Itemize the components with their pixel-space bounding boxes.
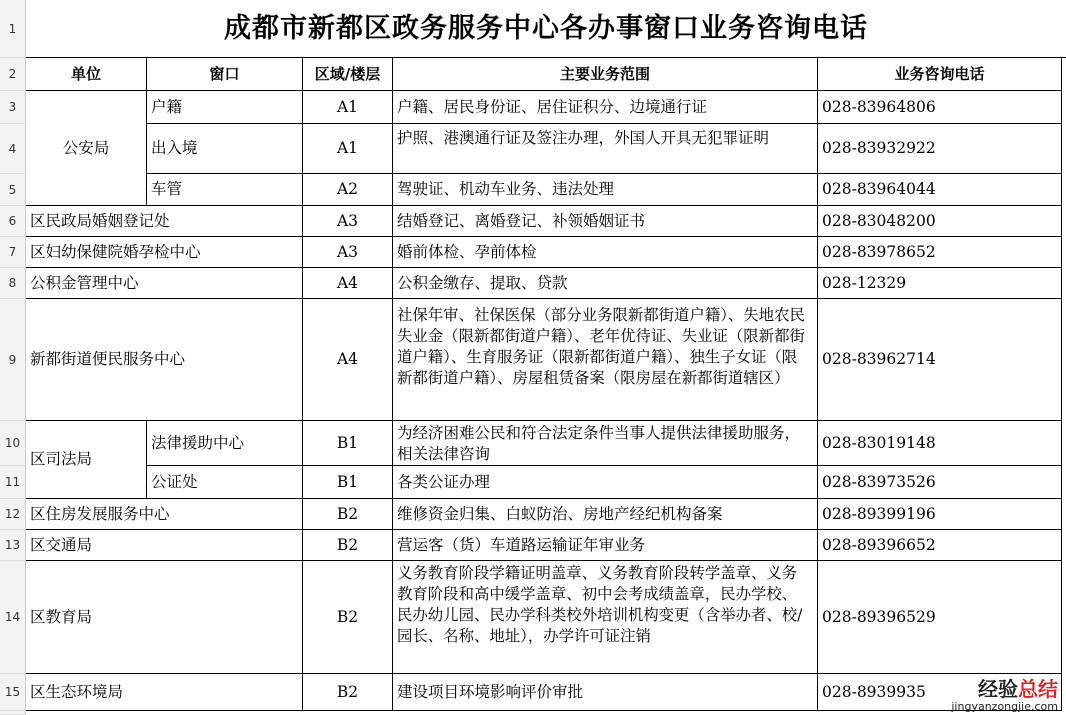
cell-unit[interactable]: 区民政局婚姻登记处	[26, 206, 303, 237]
row-header-5[interactable]: 5	[0, 174, 26, 206]
cell-unit[interactable]: 区教育局	[26, 561, 303, 674]
watermark-url: jingyanzongjie.com	[951, 700, 1058, 713]
cell-unit[interactable]: 公积金管理中心	[26, 268, 303, 299]
cell-area[interactable]: A1	[303, 91, 393, 124]
cell-unit[interactable]: 区生态环境局	[26, 674, 303, 711]
cell-phone[interactable]: 028-83964806	[818, 91, 1062, 124]
cell-unit[interactable]: 区妇幼保健院婚孕检中心	[26, 237, 303, 268]
row-header-6[interactable]: 6	[0, 206, 26, 237]
cell-phone[interactable]: 028-83932922	[818, 124, 1062, 174]
cell-window[interactable]: 法律援助中心	[147, 421, 303, 466]
cell-area[interactable]: B2	[303, 499, 393, 530]
cell-area[interactable]: A3	[303, 237, 393, 268]
row-header-10[interactable]: 10	[0, 421, 26, 466]
cell-window[interactable]: 公证处	[147, 466, 303, 499]
cell-phone[interactable]: 028-8939935	[818, 674, 1062, 711]
cell-scope[interactable]: 社保年审、社保医保（部分业务限新都街道户籍）、失地农民失业金（限新都街道户籍）、老年优待证、失业证（限新都街道户籍）、生育服务证（限新都街道户籍）、独生子女证（限新都街道户籍）、房屋租赁备案（限房屋在新都街道辖区）	[393, 299, 818, 421]
cell-unit[interactable]: 区住房发展服务中心	[26, 499, 303, 530]
header-scope[interactable]: 主要业务范围	[393, 58, 818, 91]
header-area[interactable]: 区域/楼层	[303, 58, 393, 91]
row-header-11[interactable]: 11	[0, 466, 26, 499]
row-header-8[interactable]: 8	[0, 268, 26, 299]
cell-area[interactable]: A4	[303, 268, 393, 299]
cell-area[interactable]: B2	[303, 530, 393, 561]
cell-phone[interactable]: 028-83019148	[818, 421, 1062, 466]
cell-scope[interactable]: 结婚登记、离婚登记、补领婚姻证书	[393, 206, 818, 237]
row-header-4[interactable]: 4	[0, 124, 26, 174]
cell-scope[interactable]: 驾驶证、机动车业务、违法处理	[393, 174, 818, 206]
row-header-1[interactable]: 1	[0, 0, 26, 58]
cell-area[interactable]: A3	[303, 206, 393, 237]
sheet-title[interactable]: 成都市新都区政务服务中心各办事窗口业务咨询电话	[26, 0, 1066, 58]
cell-scope[interactable]: 为经济困难公民和符合法定条件当事人提供法律援助服务，相关法律咨询	[393, 421, 818, 466]
row-header-2[interactable]: 2	[0, 58, 26, 91]
cell-unit[interactable]: 新都街道便民服务中心	[26, 299, 303, 421]
cell-phone[interactable]: 028-83962714	[818, 299, 1062, 421]
watermark-text: 经验	[978, 677, 1018, 701]
cell-area[interactable]: B2	[303, 674, 393, 711]
cell-scope[interactable]: 维修资金归集、白蚁防治、房地产经纪机构备案	[393, 499, 818, 530]
cell-phone[interactable]: 028-89396529	[818, 561, 1062, 674]
row-header-9[interactable]: 9	[0, 299, 26, 421]
header-phone[interactable]: 业务咨询电话	[818, 58, 1062, 91]
row-header-15[interactable]: 15	[0, 674, 26, 711]
cell-scope[interactable]: 户籍、居民身份证、居住证积分、边境通行证	[393, 91, 818, 124]
cell-area[interactable]: B1	[303, 466, 393, 499]
cell-phone[interactable]: 028-83964044	[818, 174, 1062, 206]
cell-scope[interactable]: 护照、港澳通行证及签注办理，外国人开具无犯罪证明	[393, 124, 818, 174]
row-header-7[interactable]: 7	[0, 237, 26, 268]
watermark	[951, 678, 1058, 713]
cell-area[interactable]: A1	[303, 124, 393, 174]
cell-phone[interactable]: 028-89399196	[818, 499, 1062, 530]
row-header-12[interactable]: 12	[0, 499, 26, 530]
header-unit[interactable]: 单位	[26, 58, 147, 91]
row-header-16[interactable]	[0, 711, 26, 715]
cell-scope[interactable]: 建设项目环境影响评价审批	[393, 674, 818, 711]
cell-phone[interactable]: 028-83973526	[818, 466, 1062, 499]
cell-window[interactable]: 出入境	[147, 124, 303, 174]
cell-area[interactable]: A2	[303, 174, 393, 206]
cell-scope[interactable]: 公积金缴存、提取、贷款	[393, 268, 818, 299]
cell-scope[interactable]: 婚前体检、孕前体检	[393, 237, 818, 268]
cell-scope[interactable]: 各类公证办理	[393, 466, 818, 499]
cell-window[interactable]: 车管	[147, 174, 303, 206]
cell-phone[interactable]: 028-89396652	[818, 530, 1062, 561]
cell-phone[interactable]: 028-83048200	[818, 206, 1062, 237]
row-header-3[interactable]: 3	[0, 91, 26, 124]
row-header-14[interactable]: 14	[0, 561, 26, 674]
cell-phone[interactable]: 028-83978652	[818, 237, 1062, 268]
cell-scope[interactable]: 义务教育阶段学籍证明盖章、义务教育阶段转学盖章、义务教育阶段和高中缓学盖章、初中会考成绩盖章，民办学校、民办幼儿园、民办学科类校外培训机构变更（含举办者、校/园长、名称、地址），办学许可证注销	[393, 561, 818, 674]
watermark-highlight: 总结	[1018, 677, 1058, 701]
cell-area[interactable]: A4	[303, 299, 393, 421]
cell-area[interactable]: B2	[303, 561, 393, 674]
cell-unit-police[interactable]: 公安局	[26, 91, 147, 206]
cell-window[interactable]: 户籍	[147, 91, 303, 124]
cell-scope[interactable]: 营运客（货）车道路运输证年审业务	[393, 530, 818, 561]
cell-area[interactable]: B1	[303, 421, 393, 466]
cell-phone[interactable]: 028-12329	[818, 268, 1062, 299]
cell-unit[interactable]: 区交通局	[26, 530, 303, 561]
header-window[interactable]: 窗口	[147, 58, 303, 91]
row-header-13[interactable]: 13	[0, 530, 26, 561]
cell-unit-justice[interactable]: 区司法局	[26, 421, 147, 499]
